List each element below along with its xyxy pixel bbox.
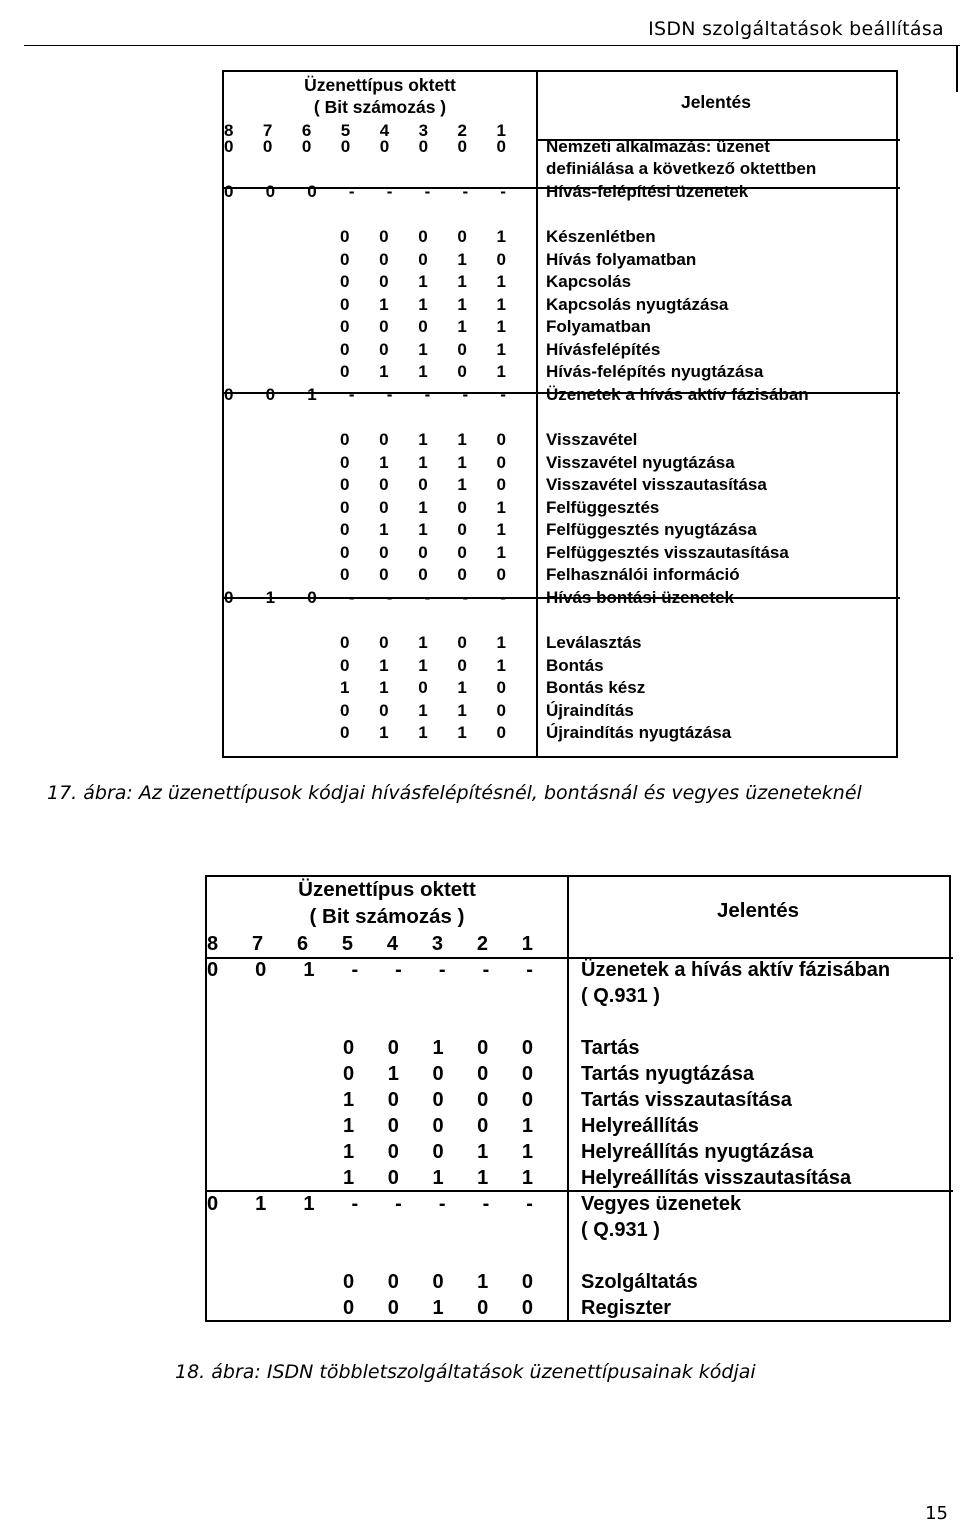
bit-value: 1	[496, 272, 506, 291]
row-meaning: Felfüggesztés visszautasítása	[546, 543, 789, 562]
bit-value: -	[462, 588, 469, 607]
row-bit-pattern	[340, 295, 506, 315]
bit-value: 1	[496, 498, 506, 517]
bit-value: 0	[387, 1141, 399, 1163]
row-bit-pattern	[340, 678, 506, 698]
row-meaning: Újraindítás	[546, 701, 634, 720]
header-meaning-label: Jelentés	[680, 92, 752, 112]
bit-value: -	[438, 959, 446, 981]
bit-value: -	[424, 182, 431, 201]
bit-value: -	[526, 959, 533, 981]
bit-value: 1	[432, 1037, 444, 1059]
bit-value: -	[424, 588, 431, 607]
bit-value: 0	[343, 1063, 355, 1085]
bit-value: -	[500, 182, 506, 201]
bit-value: 0	[379, 633, 389, 652]
bit-value: 0	[521, 1037, 533, 1059]
bit-value: 1	[303, 1193, 315, 1215]
bit-value: 0	[307, 588, 317, 607]
row-bit-pattern	[343, 1167, 533, 1190]
row-meaning: Visszavétel	[546, 430, 638, 449]
bit-value: -	[462, 385, 469, 404]
bit-number: 2	[457, 121, 467, 140]
bit-value: 0	[340, 701, 350, 720]
bit-value: -	[438, 1193, 446, 1215]
bit-value: 0	[496, 678, 506, 697]
row-meaning: Hívás-felépítési üzenetek	[546, 182, 749, 201]
row-meaning: Visszavétel visszautasítása	[546, 475, 767, 494]
bit-value: 1	[379, 520, 389, 539]
row-meaning: Felfüggesztés nyugtázása	[546, 520, 757, 539]
bit-number: 1	[496, 121, 506, 140]
bit-value: 0	[477, 1063, 489, 1085]
bit-value: 0	[457, 520, 467, 539]
bit-value: 0	[496, 701, 506, 720]
bit-value: 0	[457, 498, 467, 517]
bit-value: -	[386, 182, 393, 201]
bit-value: -	[482, 1193, 490, 1215]
bit-value: -	[348, 588, 355, 607]
row-meaning: Hívás-felépítés nyugtázása	[546, 362, 764, 381]
row-meaning: definiálása a következő oktettben	[546, 159, 817, 178]
row-bit-pattern	[340, 250, 506, 270]
bit-value: 1	[457, 453, 467, 472]
bit-value: 0	[265, 385, 276, 404]
bit-value: 1	[418, 340, 428, 359]
bit-value: 0	[457, 227, 467, 246]
row-meaning: Helyreállítás visszautasítása	[581, 1167, 852, 1189]
bit-value: 1	[307, 385, 317, 404]
row-bit-pattern	[207, 959, 533, 982]
bit-value: 0	[262, 137, 273, 156]
row-meaning: Készenlétben	[546, 227, 656, 246]
bit-value: 0	[418, 250, 428, 269]
header-octet-label: Üzenettípus oktett	[304, 75, 456, 95]
bit-value: 1	[496, 340, 506, 359]
row-meaning: ( Q.931 )	[581, 985, 660, 1007]
bit-value: 0	[379, 340, 389, 359]
bit-value: 0	[457, 656, 467, 675]
bit-value: 1	[496, 543, 506, 562]
row-bit-pattern	[340, 520, 506, 540]
bit-value: 0	[521, 1089, 533, 1111]
bit-value: 1	[379, 723, 389, 742]
bit-value: 0	[496, 475, 506, 494]
bit-value: 1	[496, 656, 506, 675]
row-bit-pattern	[340, 362, 506, 382]
bit-value: 0	[432, 1115, 444, 1137]
bit-value: 1	[496, 227, 506, 246]
bit-number: 7	[262, 121, 273, 140]
bit-value: 1	[457, 678, 467, 697]
bit-value: 0	[521, 1063, 533, 1085]
bit-value: 1	[477, 1141, 489, 1163]
row-bit-pattern	[343, 1297, 533, 1320]
bit-value: 1	[457, 295, 467, 314]
row-bit-pattern	[343, 1271, 533, 1294]
bit-value: 0	[521, 1271, 533, 1293]
row-meaning: Hívás folyamatban	[546, 250, 697, 269]
bit-value: 0	[387, 1037, 399, 1059]
bit-value: 1	[343, 1115, 355, 1137]
bit-value: 0	[387, 1167, 399, 1189]
bit-value: 1	[418, 453, 428, 472]
bit-number: 1	[521, 933, 533, 955]
bit-value: 1	[521, 1141, 533, 1163]
bit-value: 0	[255, 959, 267, 981]
row-meaning: Kapcsolás nyugtázása	[546, 295, 729, 314]
row-meaning: Üzenetek a hívás aktív fázisában	[581, 959, 891, 981]
bit-value: 0	[379, 475, 389, 494]
bit-number: 8	[224, 121, 234, 140]
bit-value: 0	[379, 250, 389, 269]
bit-number: 4	[386, 933, 398, 955]
bit-value: 0	[307, 182, 317, 201]
bit-value: 0	[477, 1037, 489, 1059]
row-meaning: Helyreállítás nyugtázása	[581, 1141, 814, 1163]
bit-value: -	[386, 588, 393, 607]
bit-value: 1	[418, 520, 428, 539]
bit-value: 0	[387, 1271, 399, 1293]
bit-value: 0	[418, 475, 428, 494]
bit-value: 0	[340, 317, 350, 336]
bit-value: 0	[379, 543, 389, 562]
bit-value: 0	[457, 543, 467, 562]
bit-value: 1	[496, 520, 506, 539]
bit-value: 1	[521, 1167, 533, 1189]
bit-value: 0	[224, 588, 234, 607]
row-bit-pattern	[224, 385, 506, 405]
bit-value: 0	[496, 137, 506, 156]
bit-value: 1	[418, 701, 428, 720]
row-bit-pattern	[343, 1089, 533, 1112]
bit-value: 1	[418, 430, 428, 449]
bit-value: -	[395, 959, 402, 981]
bit-value: 1	[343, 1141, 355, 1163]
bit-value: -	[348, 385, 355, 404]
bit-value: 0	[418, 317, 428, 336]
bit-value: 0	[379, 272, 389, 291]
bit-value: 1	[457, 701, 467, 720]
row-meaning: Leválasztás	[546, 633, 642, 652]
header-meaning-label: Jelentés	[716, 899, 800, 922]
row-bit-pattern	[343, 1141, 533, 1164]
page-number: 15	[925, 1503, 948, 1524]
bit-value: 0	[496, 430, 506, 449]
bit-value: 0	[340, 520, 350, 539]
bit-value: 0	[340, 340, 350, 359]
bit-value: 0	[496, 250, 506, 269]
row-bit-pattern	[340, 272, 506, 292]
bit-number: 3	[431, 933, 443, 955]
bit-value: 0	[340, 430, 350, 449]
bit-value: 0	[340, 227, 350, 246]
bit-value: 1	[418, 656, 428, 675]
bit-value: 1	[496, 295, 506, 314]
row-bit-pattern	[343, 1037, 533, 1060]
bit-value: 0	[418, 565, 428, 584]
message-type-table-1	[222, 70, 898, 758]
bit-value: 1	[477, 1167, 489, 1189]
bit-value: 0	[207, 959, 219, 981]
header-bit-numbering-label: ( Bit számozás )	[313, 97, 447, 117]
row-bit-pattern	[224, 182, 506, 202]
row-bit-pattern	[340, 656, 506, 676]
bit-value: 0	[343, 1297, 355, 1319]
bit-value: 0	[432, 1063, 444, 1085]
bit-value: 1	[418, 633, 428, 652]
bit-value: 1	[457, 272, 467, 291]
row-bit-pattern	[340, 565, 506, 585]
bit-value: -	[395, 1193, 402, 1215]
bit-value: 0	[340, 137, 351, 156]
bit-value: 1	[457, 250, 467, 269]
row-bit-pattern	[224, 137, 506, 157]
bit-value: 0	[379, 498, 389, 517]
bit-value: 0	[379, 430, 389, 449]
bit-value: 0	[432, 1089, 444, 1111]
row-meaning: Tartás nyugtázása	[581, 1063, 755, 1085]
bit-value: 0	[340, 453, 350, 472]
bit-value: 0	[340, 543, 350, 562]
column-divider	[536, 72, 538, 756]
bit-number: 7	[251, 933, 264, 955]
bit-value: 1	[496, 633, 506, 652]
bit-value: -	[351, 959, 359, 981]
bit-value: 0	[477, 1297, 489, 1319]
bit-value: 0	[418, 678, 428, 697]
row-bit-pattern	[340, 453, 506, 473]
row-meaning: Szolgáltatás	[581, 1271, 698, 1293]
row-meaning: Újraindítás nyugtázása	[546, 723, 732, 742]
bit-value: 1	[418, 723, 428, 742]
bit-value: 0	[477, 1089, 489, 1111]
row-bit-pattern	[340, 475, 506, 495]
bit-value: -	[462, 182, 469, 201]
header-octet-label: Üzenettípus oktett	[298, 878, 476, 901]
bit-value: -	[482, 959, 490, 981]
bit-value: 1	[418, 362, 428, 381]
bit-value: -	[348, 182, 355, 201]
bit-value: 0	[387, 1297, 399, 1319]
bit-value: 0	[457, 633, 467, 652]
message-type-table-2	[205, 875, 951, 1322]
header-bit-numbers	[207, 933, 533, 956]
bit-value: 0	[418, 543, 428, 562]
bit-number: 2	[476, 933, 488, 955]
bit-value: 1	[457, 475, 467, 494]
bit-value: 0	[457, 565, 467, 584]
row-meaning: Helyreállítás	[581, 1115, 699, 1137]
bit-number: 3	[418, 121, 429, 140]
bit-value: -	[386, 385, 393, 404]
row-meaning: Bontás kész	[546, 678, 646, 697]
bit-value: 0	[343, 1271, 355, 1293]
bit-value: 1	[343, 1089, 355, 1111]
bit-value: 1	[303, 959, 315, 981]
bit-value: 1	[457, 430, 467, 449]
bit-value: 0	[224, 385, 234, 404]
bit-value: 1	[265, 588, 276, 607]
bit-value: 1	[343, 1167, 355, 1189]
bit-value: -	[351, 1193, 359, 1215]
bit-value: 1	[379, 678, 389, 697]
figure-caption-18: 18. ábra: ISDN többletszolgáltatások üzenettípusainak kódjai	[175, 1361, 756, 1383]
bit-value: 1	[496, 362, 506, 381]
bit-value: 1	[387, 1063, 399, 1085]
header-rule	[24, 45, 960, 46]
bit-value: 0	[418, 137, 429, 156]
bit-value: 0	[207, 1193, 219, 1215]
bit-value: 0	[379, 701, 389, 720]
page-header-title: ISDN szolgáltatások beállítása	[648, 18, 944, 40]
bit-value: 0	[496, 565, 506, 584]
bit-value: 1	[418, 272, 428, 291]
bit-number: 6	[296, 933, 309, 955]
row-meaning: Kapcsolás	[546, 272, 632, 291]
row-meaning: Hívásfelépítés	[546, 340, 661, 359]
bit-value: 0	[457, 137, 467, 156]
row-meaning: Bontás	[546, 656, 604, 675]
bit-value: 0	[340, 295, 350, 314]
bit-value: 0	[457, 340, 467, 359]
bit-value: 0	[343, 1037, 355, 1059]
row-bit-pattern	[207, 1193, 533, 1216]
row-meaning: Regiszter	[581, 1297, 672, 1319]
bit-value: 0	[340, 565, 350, 584]
bit-value: 0	[224, 137, 234, 156]
row-bit-pattern	[340, 317, 506, 337]
bit-value: 1	[340, 678, 350, 697]
bit-value: 0	[379, 137, 390, 156]
bit-value: 0	[379, 565, 389, 584]
bit-value: 0	[340, 498, 350, 517]
bit-value: 1	[379, 362, 389, 381]
row-meaning: Üzenetek a hívás aktív fázisában	[546, 385, 809, 404]
bit-value: 1	[457, 317, 467, 336]
row-bit-pattern	[224, 588, 506, 608]
bit-value: 1	[255, 1193, 267, 1215]
bit-value: 0	[224, 182, 234, 201]
header-rule-cap	[956, 46, 958, 92]
bit-value: 0	[265, 182, 276, 201]
bit-value: 0	[340, 656, 350, 675]
row-bit-pattern	[340, 498, 506, 518]
row-meaning: Felfüggesztés	[546, 498, 660, 517]
bit-value: 0	[418, 227, 428, 246]
bit-value: 1	[432, 1167, 444, 1189]
bit-value: 0	[340, 272, 350, 291]
bit-value: 0	[496, 723, 506, 742]
row-meaning: Hívás bontási üzenetek	[546, 588, 735, 607]
bit-value: 0	[340, 633, 350, 652]
bit-value: 1	[521, 1115, 533, 1137]
bit-number: 8	[207, 933, 219, 955]
bit-value: 1	[496, 317, 506, 336]
row-bit-pattern	[343, 1063, 533, 1086]
column-divider	[567, 877, 569, 1320]
bit-value: 0	[496, 453, 506, 472]
row-bit-pattern	[340, 227, 506, 247]
row-bit-pattern	[340, 340, 506, 360]
bit-value: 0	[432, 1141, 444, 1163]
row-bit-pattern	[340, 543, 506, 563]
bit-value: -	[500, 588, 506, 607]
row-bit-pattern	[340, 701, 506, 721]
bit-value: 0	[340, 250, 350, 269]
bit-value: 0	[457, 362, 467, 381]
bit-value: 1	[418, 295, 428, 314]
bit-number: 5	[341, 933, 354, 955]
bit-value: -	[424, 385, 431, 404]
figure-caption-17: 17. ábra: Az üzenettípusok kódjai hívásfelépítésnél, bontásnál és vegyes üzeneteknél	[47, 782, 862, 804]
bit-value: -	[526, 1193, 533, 1215]
row-meaning: Vegyes üzenetek	[581, 1193, 742, 1215]
row-meaning: Tartás	[581, 1037, 640, 1059]
bit-value: 1	[379, 453, 389, 472]
row-bit-pattern	[340, 723, 506, 743]
bit-value: -	[500, 385, 506, 404]
row-meaning: Felhasználói információ	[546, 565, 740, 584]
row-bit-pattern	[343, 1115, 533, 1138]
bit-value: 1	[418, 498, 428, 517]
bit-value: 1	[457, 723, 467, 742]
bit-number: 6	[301, 121, 312, 140]
row-meaning: Folyamatban	[546, 317, 651, 336]
bit-value: 0	[301, 137, 312, 156]
row-divider	[207, 1190, 953, 1192]
bit-value: 0	[387, 1089, 399, 1111]
bit-value: 0	[477, 1115, 489, 1137]
bit-value: 1	[379, 656, 389, 675]
header-bit-numbering-label: ( Bit számozás )	[309, 905, 465, 928]
row-bit-pattern	[340, 430, 506, 450]
bit-value: 0	[379, 317, 389, 336]
row-meaning: ( Q.931 )	[581, 1219, 660, 1241]
bit-value: 0	[379, 227, 389, 246]
row-meaning: Visszavétel nyugtázása	[546, 453, 735, 472]
row-bit-pattern	[340, 633, 506, 653]
bit-value: 0	[387, 1115, 399, 1137]
bit-value: 1	[477, 1271, 489, 1293]
row-meaning: Tartás visszautasítása	[581, 1089, 792, 1111]
bit-value: 0	[432, 1271, 444, 1293]
row-meaning: Nemzeti alkalmazás: üzenet	[546, 137, 770, 156]
bit-value: 0	[340, 362, 350, 381]
bit-value: 1	[432, 1297, 444, 1319]
bit-number: 5	[340, 121, 351, 140]
bit-number: 4	[379, 121, 390, 140]
bit-value: 1	[379, 295, 389, 314]
bit-value: 0	[340, 475, 350, 494]
bit-value: 0	[340, 723, 350, 742]
bit-value: 0	[521, 1297, 533, 1319]
